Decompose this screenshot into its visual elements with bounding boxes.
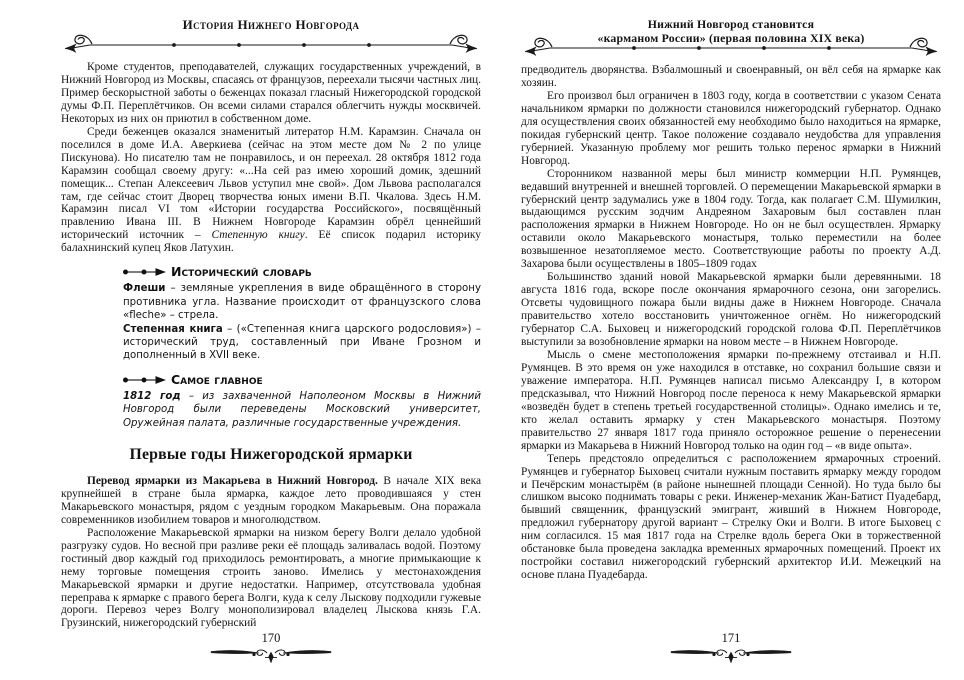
running-head-title: История Нижнего Новгорода: [182, 17, 360, 32]
text-segment: Флеши: [123, 283, 166, 295]
footer-flourish-icon: [209, 646, 333, 664]
text-segment: – («Степенная книга царского родословия») – исторический труд, составленный при Иване Грозном и дополненный в XVII веке.: [123, 323, 481, 362]
section-title: Первые годы Нижегородской ярмарки: [129, 445, 413, 463]
paragraph: [123, 323, 481, 363]
text-segment: Мысль о смене местоположения ярмарки по-прежнему отстаивал и Н.П. Румянцев. В это время он уже находился в отставке, но сохранил большие связи и уважение императора. Н.П. Румянцев написал письмо Александру I, в котором предсказывал, что Нижний Новгород после переноса к нему Макарьевской ярмарки «возведён будет в степень третьей государственной столицы». Однако имелись и те, кто желал оставить ярмарку у стен Макарьевского монастыря. Поэтому правительство 27 января 1817 года приняло осторожное решение о перенесении ярмарки из Макарьева в Нижний Новгород только на один год – «в виде опыта».: [521, 348, 941, 452]
text-segment: – земляные укрепления в виде обращённого в сторону противника угла. Название происходит от французского слова «fleche» – стрела.: [123, 283, 481, 322]
dictionary-heading-label: Исторический словарь: [171, 264, 312, 280]
running-head-left: [61, 18, 481, 53]
page-number: 171: [721, 631, 741, 645]
running-head-right: [521, 18, 941, 56]
paragraph: [123, 390, 481, 430]
dictionary-box: [123, 265, 481, 362]
left-body-section: [61, 475, 481, 630]
text-segment: Степенную книгу: [211, 229, 305, 242]
text-segment: Теперь предстояло определиться с расположением ярмарочных строений. Румянцев и губернатор Быховец считали нужным поставить ярмарку между городом и Печёрским монастырём (в районе нынешней площади Сенной). Но туда было бы слишком высоко поднимать товары с реки. Инженер-механик Жан-Батист Пуадебард, бывший священник, французский эмигрант, живший в Нижнем Новгороде, предложил губернатору другой вариант – Стрелку Оки и Волги. В итоге Быховец с ним согласился. 15 мая 1817 года на Стрелке вдоль берега Оки в торжественной обстановке была проведена закладка временных ярмарочных помещений. Проект их постройки составил нижегородский губернский архитектор И.И. Межецкий на основе плана Пуадебарда.: [521, 452, 941, 582]
key-point-heading: [123, 373, 481, 387]
paragraph: [61, 61, 481, 126]
page-footer-right: [521, 632, 941, 664]
dot-line-arrow-icon: [123, 268, 165, 276]
key-point-box: [123, 373, 481, 430]
paragraph: [123, 282, 481, 322]
key-point-entries: [123, 390, 481, 430]
dot-line-arrow-icon: [123, 376, 165, 384]
dictionary-heading: [123, 265, 481, 279]
paragraph: [61, 527, 481, 631]
paragraph: [521, 90, 941, 168]
text-segment: 1812 год: [123, 390, 181, 402]
header-flourish-icon: [64, 31, 478, 53]
text-segment: Среди беженцев оказался знаменитый литератор Н.М. Карамзин. Сначала он поселился в доме И.А. Аверкиева (сейчас на этом месте дом № 2 по улице Пискунова). Но писателю там не понравилось, и он переехал. 28 октября 1812 года Карамзин сообщал своему другу: «...На сей раз имею хороший домик, здешний помещик... Степан Алексеевич Львов уступил мне свой». Дом Львова располагался там, где сейчас стоит Дворец творчества юных имени В.П. Чкалова. Здесь Н.М. Карамзин писал VI том «Истории государства Российского», посвящённый правлению Ивана III. В Нижнем Новгороде Карамзин обрёл ценнейший исторический источник –: [61, 125, 481, 242]
page-number: 170: [261, 631, 281, 645]
key-point-heading-label: Самое главное: [171, 371, 263, 387]
paragraph: [521, 64, 941, 90]
footer-flourish-icon: [669, 646, 793, 664]
text-segment: Сторонником названной меры был министр коммерции Н.П. Румянцев, ведавший внутренней и внешней торговлей. О перемещении Макарьевской ярмарки в губернский центр задумались уже в 1804 году. Тогда, как полагает С.М. Шумилкин, выдающимся русским зодчим Андреяном Захаровым был составлен план расположения ярмарки в Нижнем Новгороде. Но он не был осуществлен. Ярмарку оставили около Макарьевского монастыря, только переместили на более возвышенное незатопляемое место. Соответствующие работы по проекту А.Д. Захарова были осуществлены в 1805–1809 годах: [521, 167, 941, 271]
text-segment: Большинство зданий новой Макарьевской ярмарки были деревянными. 18 августа 1816 года, вскоре после окончания ярмарочного сезона, они загорелись. Отсветы чудовищного пожара были видны даже в Нижнем Новгороде. Сначала правительство хотело восстановить уничтоженное огнём. Но нижегородский губернатор С.А. Быховец и нижегородский городской голова Ф.П. Переплётчиков выступили за возобновление ярмарки на новом месте – в Нижнем Новгороде.: [521, 271, 941, 349]
text-segment: Расположение Макарьевской ярмарки на низком берегу Волги делало удобной разгрузку судов. Но весной при разливе реки её площадь заливалась водой. Поэтому гостиный двор каждый год приходилось ремонтировать, а многие примыкающие к нему торговые помещения строить заново. Имелись у местонахождения Макарьевской ярмарки и другие недостатки. Например, отсутствовала удобная переправа к ярмарке с правого берега Волги, куда к селу Лыскову подходили гужевые дороги. Перевоз через Волгу монополизировал владелец Лыскова князь Г.А. Грузинский, нижегородский губернский: [61, 526, 481, 630]
text-segment: Степенная книга: [123, 323, 223, 335]
dictionary-entries: [123, 282, 481, 362]
text-segment: Кроме студентов, преподавателей, служащих государственных учреждений, в Нижний Новгород из Москвы, спасаясь от французов, переехали тысячи частных лиц. Пример бескорыстной заботы о беженцах показал гласный Нижегородской городской думы Ф.П. Переплётчиков. Он всеми силами старался облегчить нужды москвичей. Некоторых из них он приютил в собственном доме.: [61, 61, 481, 125]
text-segment: – из захваченной Наполеоном Москвы в Нижний Новгород были переведены Московский университет, Оружейная палата, различные государственные учреждения.: [123, 390, 481, 429]
text-segment: предводитель дворянства. Взбалмошный и своенравный, он вёл себя на ярмарке как хозяин.: [521, 64, 941, 89]
text-segment: Его произвол был ограничен в 1803 году, когда в соответствии с указом Сената начальником ярмарки по должности становился нижегородский губернатор. Однако для осуществления своих обязанностей ему необходимо было находиться на ярмарке, покидая губернский центр. Такое положение создавало неудобства для управления губернией. Указанную проблему мог решить только перенос ярмарки в Нижний Новгород.: [521, 89, 941, 167]
left-body-top: [61, 61, 481, 255]
page-left: [61, 0, 481, 680]
text-segment: В начале XIX века крупнейшей в стране была ярмарка, каждое лето проводившаяся у стен Макарьевского монастыря, рядом с уездным городком Макарьевым. Она поражала современников изобилием товаров и многолюдством.: [61, 474, 481, 526]
paragraph: [61, 475, 481, 527]
page-right: [521, 0, 941, 680]
paragraph: [61, 126, 481, 256]
page-footer-left: [61, 632, 481, 664]
paragraph: [521, 453, 941, 583]
running-head-title-line2: «карманом России» (первая половина XIX века): [597, 30, 865, 45]
paragraph: [521, 271, 941, 349]
right-body: [521, 64, 941, 582]
text-segment: . Её список подарил историку балахнинский купец Яков Латухин.: [61, 229, 482, 255]
text-segment: Перевод ярмарки из Макарьева в Нижний Новгород.: [87, 474, 378, 487]
running-head-title-line1: Нижний Новгород становится: [647, 17, 815, 31]
paragraph: [521, 168, 941, 272]
paragraph: [521, 349, 941, 453]
